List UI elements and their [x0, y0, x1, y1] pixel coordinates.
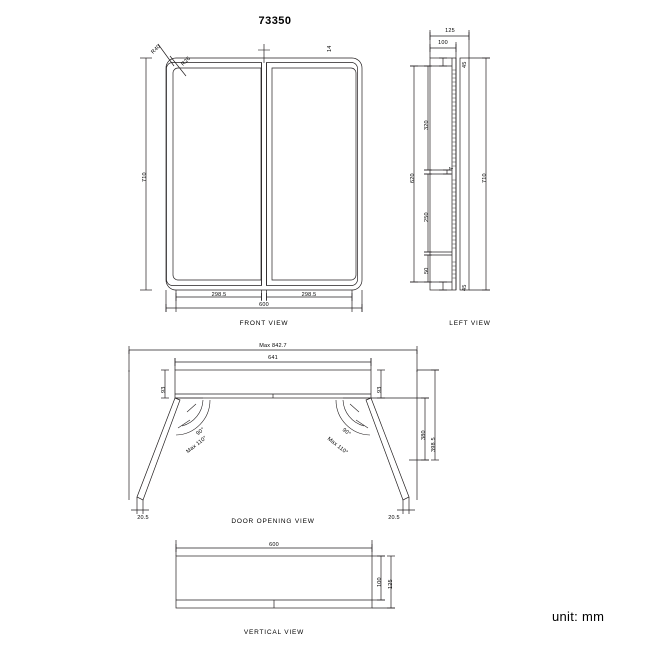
door-opening-top-dims — [129, 343, 417, 500]
dim-door-641: 641 — [268, 355, 278, 361]
left-view-hatching — [453, 70, 456, 278]
dim-left-45-top: 45 — [462, 61, 468, 68]
dim-left-100: 100 — [438, 40, 448, 46]
dim-front-14: 14 — [327, 45, 333, 52]
front-view-14-leader — [258, 44, 270, 63]
dim-door-398-5: 398.5 — [431, 437, 437, 452]
door-opening-view-geometry — [137, 370, 409, 500]
dim-door-93-right: 93 — [377, 386, 383, 393]
view-label-front: FRONT VIEW — [239, 320, 289, 327]
dim-door-90-left: 90° — [195, 426, 207, 437]
vertical-view-dims — [176, 540, 395, 608]
dim-door-380: 380 — [421, 430, 427, 440]
dim-left-620: 620 — [410, 173, 416, 183]
view-label-door-opening: DOOR OPENING VIEW — [231, 518, 315, 525]
dim-front-710: 710 — [142, 172, 148, 182]
dim-front-600: 600 — [259, 302, 269, 308]
dim-door-20-5-left: 20.5 — [137, 515, 149, 521]
dim-door-max-842-7: Max 842.7 — [259, 343, 287, 349]
dim-door-max-110-right: Max 110° — [325, 436, 349, 457]
door-opening-20-5-dims — [131, 497, 415, 514]
dim-front-r40: R40 — [150, 43, 163, 56]
dim-front-r26: R26 — [180, 55, 193, 68]
dim-left-125: 125 — [445, 28, 455, 34]
front-view-cabinet-outline — [166, 55, 362, 290]
vertical-view-geometry — [176, 556, 372, 608]
dim-front-298-5-right: 298.5 — [301, 292, 317, 298]
dim-left-320: 320 — [424, 120, 430, 130]
view-label-left: LEFT VIEW — [449, 320, 491, 327]
dim-door-max-110-left: Max 110° — [185, 435, 209, 455]
dim-left-710: 710 — [482, 173, 488, 183]
dim-left-45-bottom: 45 — [462, 284, 468, 291]
dim-front-298-5-left: 298.5 — [211, 292, 227, 298]
dim-left-50: 50 — [424, 267, 430, 274]
dim-door-20-5-right: 20.5 — [388, 515, 400, 521]
front-view-width-dims — [166, 290, 362, 312]
unit-note: unit: mm — [552, 609, 605, 624]
dim-left-250: 250 — [424, 212, 430, 222]
part-number-title: 73350 — [258, 15, 292, 27]
dim-vertical-125: 125 — [388, 579, 394, 589]
dim-door-93-left: 93 — [161, 386, 167, 393]
dim-door-90-right: 90° — [340, 427, 352, 438]
dim-vertical-600: 600 — [269, 542, 279, 548]
dim-left-7: 7 — [449, 166, 455, 170]
dim-vertical-100: 100 — [377, 577, 383, 587]
view-label-vertical: VERTICAL VIEW — [243, 629, 305, 636]
